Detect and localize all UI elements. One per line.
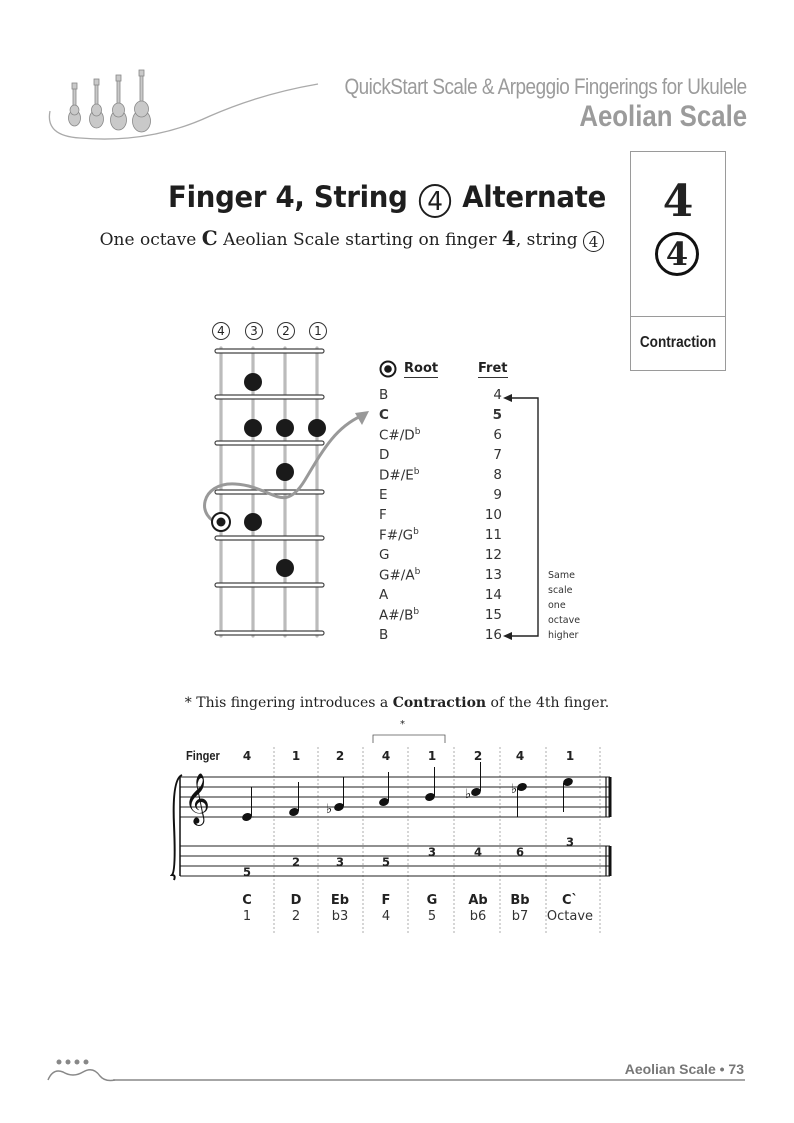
page-subtitle	[100, 226, 604, 252]
finger-dot	[276, 419, 294, 437]
note-name	[379, 627, 388, 643]
title-string-circle: 4	[419, 184, 451, 218]
scale-note-name: Bb	[510, 893, 530, 908]
footnote-prefix: * This fingering introduces a	[184, 695, 389, 711]
finger-number: 4	[381, 749, 391, 763]
scale-note-name: D	[290, 893, 302, 908]
scale-note-name: C`	[561, 893, 579, 908]
title-part2: Alternate	[462, 180, 606, 214]
fret-line	[215, 631, 324, 635]
scale-note-name: F	[381, 893, 391, 908]
fret-number: 11	[484, 527, 502, 543]
note-name	[379, 427, 420, 444]
subtitle-string-circle: 4	[583, 231, 604, 252]
scale-note-name: C	[242, 893, 252, 908]
finger-number: 1	[565, 749, 575, 763]
note-name	[379, 447, 389, 463]
octave-note-line: scale	[548, 585, 573, 596]
note-text: G	[379, 547, 390, 563]
octave-note-line: octave	[548, 615, 581, 626]
fingering-summary-box	[630, 151, 726, 371]
fret-line	[215, 349, 324, 353]
fret-number: 5	[492, 407, 502, 423]
fret-number: 8	[493, 467, 502, 483]
note-text: G#/A	[379, 567, 415, 584]
note-text: C	[379, 407, 389, 423]
page-title	[168, 180, 606, 218]
note-text: B	[379, 387, 389, 403]
flat-superscript: b	[413, 527, 419, 537]
treble-clef-icon: 𝄞	[184, 773, 211, 824]
svg-text:♭: ♭	[326, 802, 333, 817]
scale-note-name: Eb	[330, 893, 350, 908]
subtitle-key: C	[201, 226, 218, 250]
scale-title: Aeolian Scale	[579, 100, 747, 133]
octave-note-line: Same	[548, 570, 575, 581]
finger-number: 2	[473, 749, 483, 763]
fret-number: 16	[484, 627, 502, 643]
tab-fret-number: 2	[291, 855, 300, 869]
octave-note-line: one	[548, 600, 566, 611]
string-label-2: 2	[277, 322, 295, 340]
footnote-suffix: of the 4th finger.	[490, 695, 610, 711]
note-name	[379, 467, 420, 484]
finger-number: 1	[291, 749, 301, 763]
scale-note-name: Ab	[468, 893, 488, 908]
string-label-1: 1	[309, 322, 327, 340]
scale-interval: Octave	[546, 909, 594, 924]
fret-line	[215, 583, 324, 587]
note-text: F	[379, 507, 387, 523]
note-name	[379, 387, 388, 403]
fret-number: 15	[484, 607, 502, 623]
octave-bracket	[500, 390, 550, 644]
fret-number: 14	[484, 587, 502, 603]
note-name	[379, 407, 389, 423]
note-name	[379, 527, 419, 544]
note-text: B	[379, 627, 389, 643]
summary-divider	[631, 316, 725, 317]
tab-fret-number: 4	[473, 845, 482, 859]
string-label-4: 4	[212, 322, 230, 340]
tab-fret-number: 3	[427, 845, 436, 859]
series-title: QuickStart Scale & Arpeggio Fingerings for Ukulele	[344, 74, 747, 99]
finger-dot	[244, 419, 262, 437]
octave-note	[548, 568, 580, 643]
note-text: D#/E	[379, 467, 414, 484]
fretboard-diagram	[195, 340, 385, 645]
root-circle-icon	[212, 513, 230, 531]
summary-label: Contraction	[639, 334, 717, 351]
footnote	[0, 695, 794, 711]
string-label-3: 3	[245, 322, 263, 340]
root-column-header: Root	[404, 361, 439, 376]
tab-fret-number: 5	[242, 865, 251, 879]
note-name	[379, 567, 420, 584]
subtitle-finger: 4	[501, 226, 516, 250]
scale-interval: b6	[469, 909, 487, 924]
tab-fret-number: 6	[515, 845, 524, 859]
note-name	[379, 507, 387, 523]
note-name	[379, 487, 388, 503]
note-text: A	[379, 587, 389, 603]
fret-number: 7	[493, 447, 502, 463]
note-text: C#/D	[379, 427, 415, 444]
summary-string-circle: 4	[655, 232, 699, 276]
note-name	[379, 547, 389, 563]
svg-text:♭: ♭	[465, 787, 472, 802]
subtitle-sep: , string	[515, 230, 578, 250]
finger-dot	[276, 559, 294, 577]
tab-fret-number: 3	[335, 855, 344, 869]
tab-fret-number: 3	[565, 835, 574, 849]
octave-note-line: higher	[548, 630, 579, 641]
fret-number: 4	[493, 387, 502, 403]
finger-dot	[244, 513, 262, 531]
fret-number: 6	[493, 427, 502, 443]
scale-interval: 2	[291, 909, 301, 924]
finger-dot	[276, 463, 294, 481]
flat-superscript: b	[414, 427, 421, 437]
note-text: D	[379, 447, 390, 463]
scale-interval: 1	[242, 909, 252, 924]
scale-interval: b7	[511, 909, 529, 924]
scale-interval: b3	[331, 909, 349, 924]
svg-text:♭: ♭	[511, 782, 518, 797]
contraction-mark: *	[400, 719, 405, 730]
fret-number: 12	[484, 547, 502, 563]
footnote-bold: Contraction	[392, 695, 487, 711]
subtitle-middle: Aeolian Scale starting on finger	[223, 230, 497, 250]
note-text: A#/B	[379, 607, 414, 624]
scale-interval: 4	[381, 909, 391, 924]
title-part1: Finger 4, String	[168, 180, 408, 214]
finger-number: 1	[427, 749, 437, 763]
finger-number: 4	[242, 749, 252, 763]
note-name	[379, 607, 419, 624]
fret-line	[215, 536, 324, 540]
subtitle-prefix: One octave	[99, 230, 197, 250]
summary-finger: 4	[662, 176, 694, 227]
note-name	[379, 587, 388, 603]
finger-dot	[244, 373, 262, 391]
finger-dot	[308, 419, 326, 437]
fret-line	[215, 395, 324, 399]
fret-number: 10	[484, 507, 502, 523]
scale-interval: 5	[427, 909, 437, 924]
finger-row-header: Finger	[186, 748, 220, 763]
tab-fret-number: 5	[381, 855, 390, 869]
note-text: E	[379, 487, 388, 503]
scale-note-name: G	[426, 893, 438, 908]
fret-column-header: Fret	[478, 361, 508, 376]
ukulele-logo-icon	[40, 66, 320, 146]
fret-number: 13	[484, 567, 502, 583]
flat-superscript: b	[414, 567, 421, 577]
fret-number: 9	[493, 487, 502, 503]
fret-line	[215, 441, 324, 445]
flat-superscript: b	[413, 467, 420, 477]
page-footer: Aeolian Scale • 73	[624, 1061, 744, 1077]
finger-number: 4	[515, 749, 525, 763]
note-text: F#/G	[379, 527, 414, 544]
root-legend-icon	[379, 360, 397, 378]
finger-number: 2	[335, 749, 345, 763]
flat-superscript: b	[413, 607, 420, 617]
